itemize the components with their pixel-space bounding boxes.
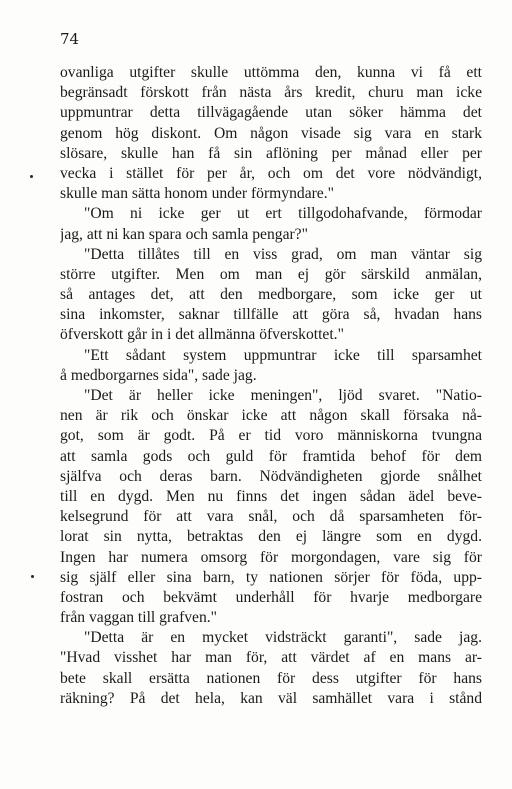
text-line: från vaggan till grafven." [60, 609, 218, 627]
text-line: "Hvad visshet har man för, att värdet af en mans ar- [60, 649, 482, 667]
margin-speck [31, 575, 34, 578]
text-line: "Det är heller icke meningen", ljöd svaret. "Natio- [84, 387, 482, 404]
text-line: räkning? På det hela, kan väl samhället vara i stånd [60, 689, 482, 707]
text-line: "Om ni icke ger ut ert tillgodohafvande, förmodar [84, 205, 482, 223]
text-line: got, som är godt. På er tid voro människorna tvungna [60, 427, 482, 445]
text-line: själfva och deras barn. Nödvändigheten gjorde snålhet [60, 467, 482, 485]
text-line: å medborgarnes sida", sade jag. [60, 366, 257, 384]
margin-speck [30, 175, 33, 178]
text-line: Ingen har numera omsorg för morgondagen, vare sig för [60, 548, 482, 566]
text-line: genom hög diskont. Om någon visade sig vara en stark [60, 124, 482, 142]
text-line: begränsadt förskott från nästa års kredit, churu man icke [60, 84, 482, 102]
body-text [60, 63, 482, 709]
text-line: att samla gods och guld för framtida behof för dem [60, 447, 482, 465]
text-line: öfverskott går in i det allmänna öfverskottet." [60, 326, 344, 344]
text-line: "Detta tillåtes till en viss grad, om man väntar sig [84, 245, 482, 263]
text-line: större utgifter. Men om man ej gör särskild anmälan, [60, 265, 482, 283]
text-line: fostran och bekvämt underhåll för hvarje medborgare [60, 588, 482, 606]
text-line: "Ett sådant system uppmuntrar icke till sparsamhet [84, 346, 482, 364]
text-line: lorat sin nytta, betraktas den ej längre som en dygd. [60, 528, 482, 546]
text-line: till en dygd. Men nu finns det ingen sådan ädel beve- [60, 487, 482, 505]
text-line: sig själf eller sina barn, ty nationen sörjer för föda, upp- [60, 568, 482, 586]
text-line: "Detta är en mycket vidsträckt garanti", sade jag. [84, 629, 482, 647]
text-line: bete skall ersätta nationen för dess utgifter för hans [60, 669, 482, 687]
text-line: nen är rik och önskar icke att någon skall försaka nå- [60, 407, 482, 425]
text-line: kelsegrund för att vara snål, och då sparsamheten för- [60, 508, 482, 526]
text-line: vecka i stället för per år, och om det vore nödvändigt, [60, 164, 482, 182]
text-line: slösare, skulle han få sin aflöning per månad eller per [60, 144, 482, 162]
text-line: uppmuntrar detta tillvägagående utan söker hämma det [60, 104, 482, 122]
page-number: 74 [60, 30, 80, 48]
text-line: skulle man sätta honom under förmyndare." [60, 185, 334, 203]
text-line: jag, att ni kan spara och samla pengar?" [60, 225, 308, 243]
text-line: sina inkomster, saknar tillfälle att göra så, hvadan hans [60, 306, 482, 324]
text-line: så antages det, att den medborgare, som icke ger ut [60, 286, 482, 304]
text-line: ovanliga utgifter skulle uttömma den, kunna vi få ett [60, 64, 482, 81]
